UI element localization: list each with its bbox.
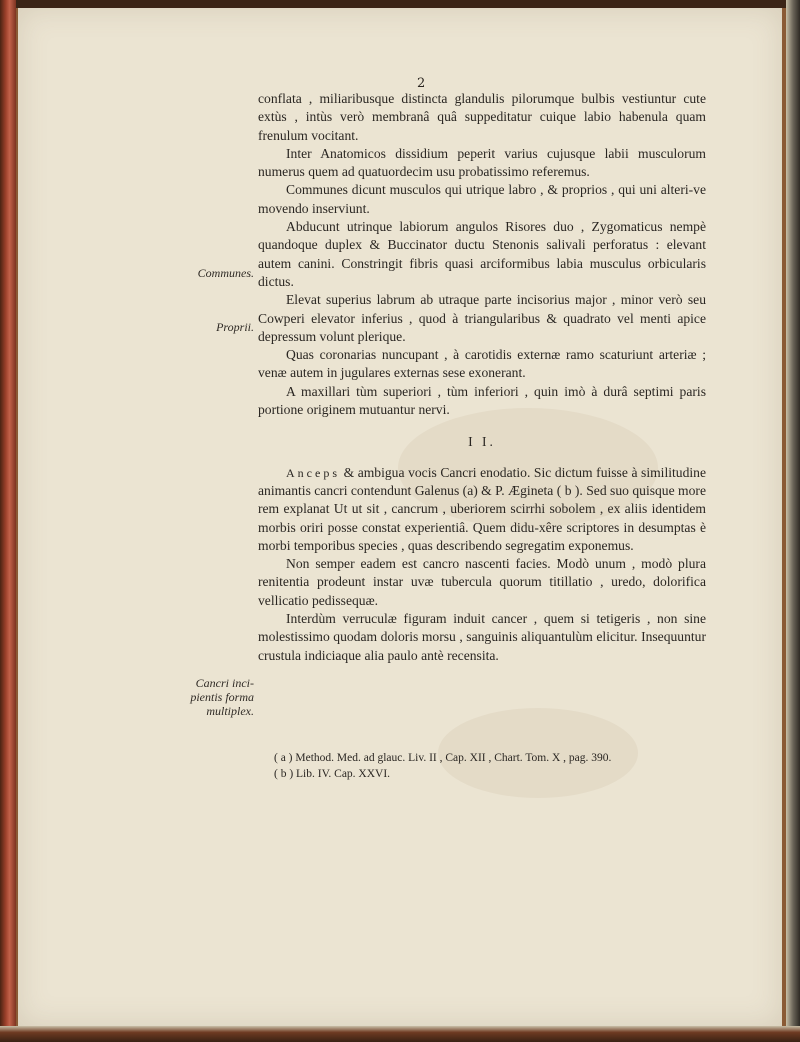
paragraph: Elevat superius labrum ab utraque parte incisorius major , minor verò seu Cowperi elevator inferius , quod à triangularibus & quadrato vel menti apice depressum volunt plerique.: [258, 292, 706, 344]
binding-bottom-edge: [0, 1026, 800, 1042]
page-right-edge: [786, 0, 800, 1042]
paragraph: Interdùm verruculæ figuram induit cancer , quem si tetigeris , non sine molestissimo quodam doloris morsu , sanguinis aliquantulùm elicitur. Insequuntur crustula indiciaque alia paulo antè recensita.: [258, 611, 706, 663]
footnote-a: ( a ) Method. Med. ad glauc. Liv. II , Cap. XII , Chart. Tom. X , pag. 390.: [274, 752, 612, 764]
main-text: [258, 90, 706, 665]
paragraph: Non semper eadem est cancro nascenti facies. Modò unum , modò plura renitentia prodeunt instar uvæ tubercula quorum titillatio , uredo, dolorifica vellicatio pedissequæ.: [258, 556, 706, 608]
footnote-b: ( b ) Lib. IV. Cap. XXVI.: [274, 768, 391, 780]
margin-note-line: multiplex.: [206, 704, 254, 718]
binding-top-edge: [0, 0, 800, 8]
paragraph: Inter Anatomicos dissidium peperit varius cujusque labii musculorum numerus quem ad quatuordecim usu probatissimo referemus.: [258, 145, 706, 180]
paragraph-text: & ambigua vocis Cancri enodatio. Sic dictum fuisse à similitudine animantis cancri contendunt Galenus (a) & P. Ægineta ( b ). Sed suo quisque more rem explanat Ut ut sit , cancrum , uberiorem scirrhi sobolem , ex aliis identidem morbis oriri posse constat experientiâ. Quem didu-xêre scriptores in desumptas è morbi temporibus species , quas describendo segregatim exponemus.: [258, 464, 706, 553]
margin-note-line: Cancri inci-: [195, 676, 254, 690]
paragraph: Communes dicunt musculos qui utrique labro , & proprios , qui uni alteri-ve movendo inserviunt.: [258, 182, 706, 216]
paragraph: conflata , miliaribusque distincta glandulis pilorumque bulbis vestiuntur cute extùs , intùs verò membranâ quâ suppeditatur cuique labio habenula quam frenulum vocitant.: [258, 91, 706, 143]
paragraph: [258, 464, 706, 555]
footnotes: [274, 750, 714, 782]
margin-note-communes: Communes.: [197, 266, 254, 280]
paragraph: A maxillari tùm superiori , tùm inferiori , quin imò à durâ septimi paris portione originem mutuantur nervi.: [258, 383, 706, 418]
binding-left-edge: [0, 0, 16, 1042]
paragraph: Abducunt utrinque labiorum angulos Risores duo , Zygomaticus nempè quandoque duplex & Buccinator ductu Stenonis salivali perforatus : elevant autem canini. Constringit fibris quasi arciformibus labia musculus orbicularis dictus.: [258, 219, 706, 289]
paragraph: Quas coronarias nuncupant , à carotidis externæ ramo scaturiunt arteriæ ; venæ autem in jugulares externas sese exonerant.: [258, 347, 706, 381]
lead-word: Anceps: [286, 465, 340, 480]
section-number: I I.: [468, 434, 496, 450]
margin-note-cancri: [170, 676, 254, 718]
page-number: 2: [417, 76, 426, 91]
margin-note-line: pientis forma: [190, 690, 254, 704]
margin-note-proprii: Proprii.: [216, 320, 254, 334]
